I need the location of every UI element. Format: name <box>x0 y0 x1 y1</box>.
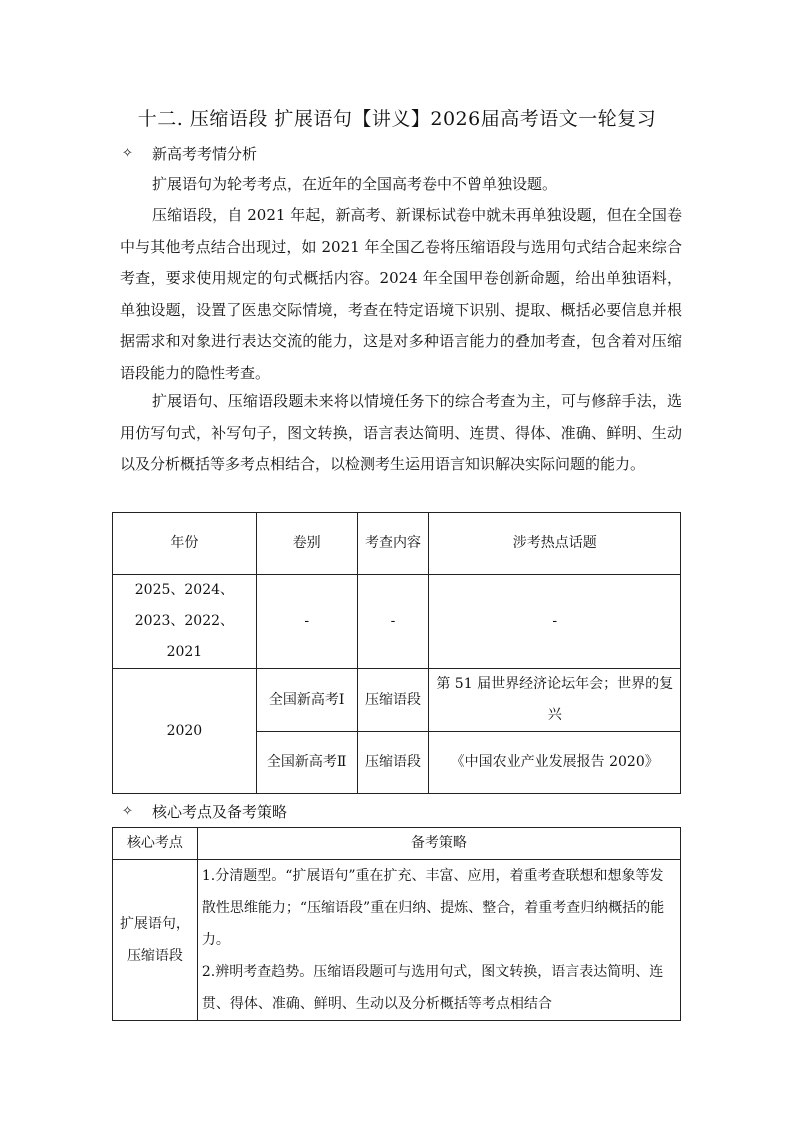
table-row <box>113 860 681 1021</box>
header-year: 年份 <box>113 513 257 575</box>
table-header-row <box>113 513 681 575</box>
cell-topic: 《中国农业产业发展报告 2020》 <box>429 732 681 794</box>
header-content: 考查内容 <box>357 513 429 575</box>
section-heading-analysis <box>122 143 257 164</box>
cell-content: - <box>357 575 429 669</box>
header-strategy: 备考策略 <box>197 828 680 860</box>
diamond-bullet-icon: ✧ <box>122 804 133 819</box>
section-heading-label: 新高考考情分析 <box>152 145 258 163</box>
section-heading-label: 核心考点及备考策略 <box>152 803 288 821</box>
cell-core-point: 扩展语句，压缩语段 <box>113 860 198 1021</box>
table-header-row <box>113 828 681 860</box>
diamond-bullet-icon: ✧ <box>122 146 133 161</box>
cell-year: 2025、2024、2023、2022、2021 <box>113 575 257 669</box>
cell-topic: 第 51 届世界经济论坛年会；世界的复兴 <box>429 669 681 732</box>
cell-paper: - <box>256 575 357 669</box>
cell-strategy <box>197 860 680 1021</box>
paragraph-2: 压缩语段，自 2021 年起，新高考、新课标试卷中就未再单独设题，但在全国卷中与其他考点结合出现过，如 2021 年全国乙卷将压缩语段与选用句式结合起来综合考查，要求使用规定的句式概括内容。2024 年全国甲卷创新命题，给出单独语料，单独设题，设置了医患交际情境，考查在特定语境下识别、提取、概括必要信息并根据需求和对象进行表达交流的能力，这是对多种语言能力的叠加考查，包含着对压缩语段能力的隐性考查。 <box>120 206 682 382</box>
table-row <box>113 669 681 732</box>
header-topic: 涉考热点话题 <box>429 513 681 575</box>
paragraph-1: 扩展语句为轮考考点，在近年的全国高考卷中不曾单独设题。 <box>152 175 558 193</box>
cell-year: 2020 <box>113 669 257 794</box>
exam-history-table <box>112 512 681 794</box>
cell-paper: 全国新高考Ⅱ <box>256 732 357 794</box>
document-title: 十二. 压缩语段 扩展语句【讲义】2026届高考语文一轮复习 <box>137 108 657 130</box>
cell-content: 压缩语段 <box>357 732 429 794</box>
cell-content: 压缩语段 <box>357 669 429 732</box>
paragraph-3: 扩展语句、压缩语段题未来将以情境任务下的综合考查为主，可与修辞手法，选用仿写句式，补写句子，图文转换，语言表达简明、连贯、得体、准确、鲜明、生动以及分析概括等多考点相结合，以检测考生运用语言知识解决实际问题的能力。 <box>120 392 682 473</box>
header-core-point: 核心考点 <box>113 828 198 860</box>
cell-topic: - <box>429 575 681 669</box>
section-heading-strategy <box>122 801 287 822</box>
strategy-item-2: 2.辨明考查趋势。压缩语段题可与选用句式，图文转换，语言表达简明、连贯、得体、准确、鲜明、生动以及分析概括等考点相结合 <box>201 964 664 1012</box>
strategy-item-1: 1.分清题型。“扩展语句”重在扩充、丰富、应用，着重考查联想和想象等发散性思维能力；“压缩语段”重在归纳、提炼、整合，着重考查归纳概括的能力。 <box>201 868 665 948</box>
cell-paper: 全国新高考Ⅰ <box>256 669 357 732</box>
header-paper: 卷别 <box>256 513 357 575</box>
strategy-table <box>112 827 681 1021</box>
table-row <box>113 575 681 669</box>
